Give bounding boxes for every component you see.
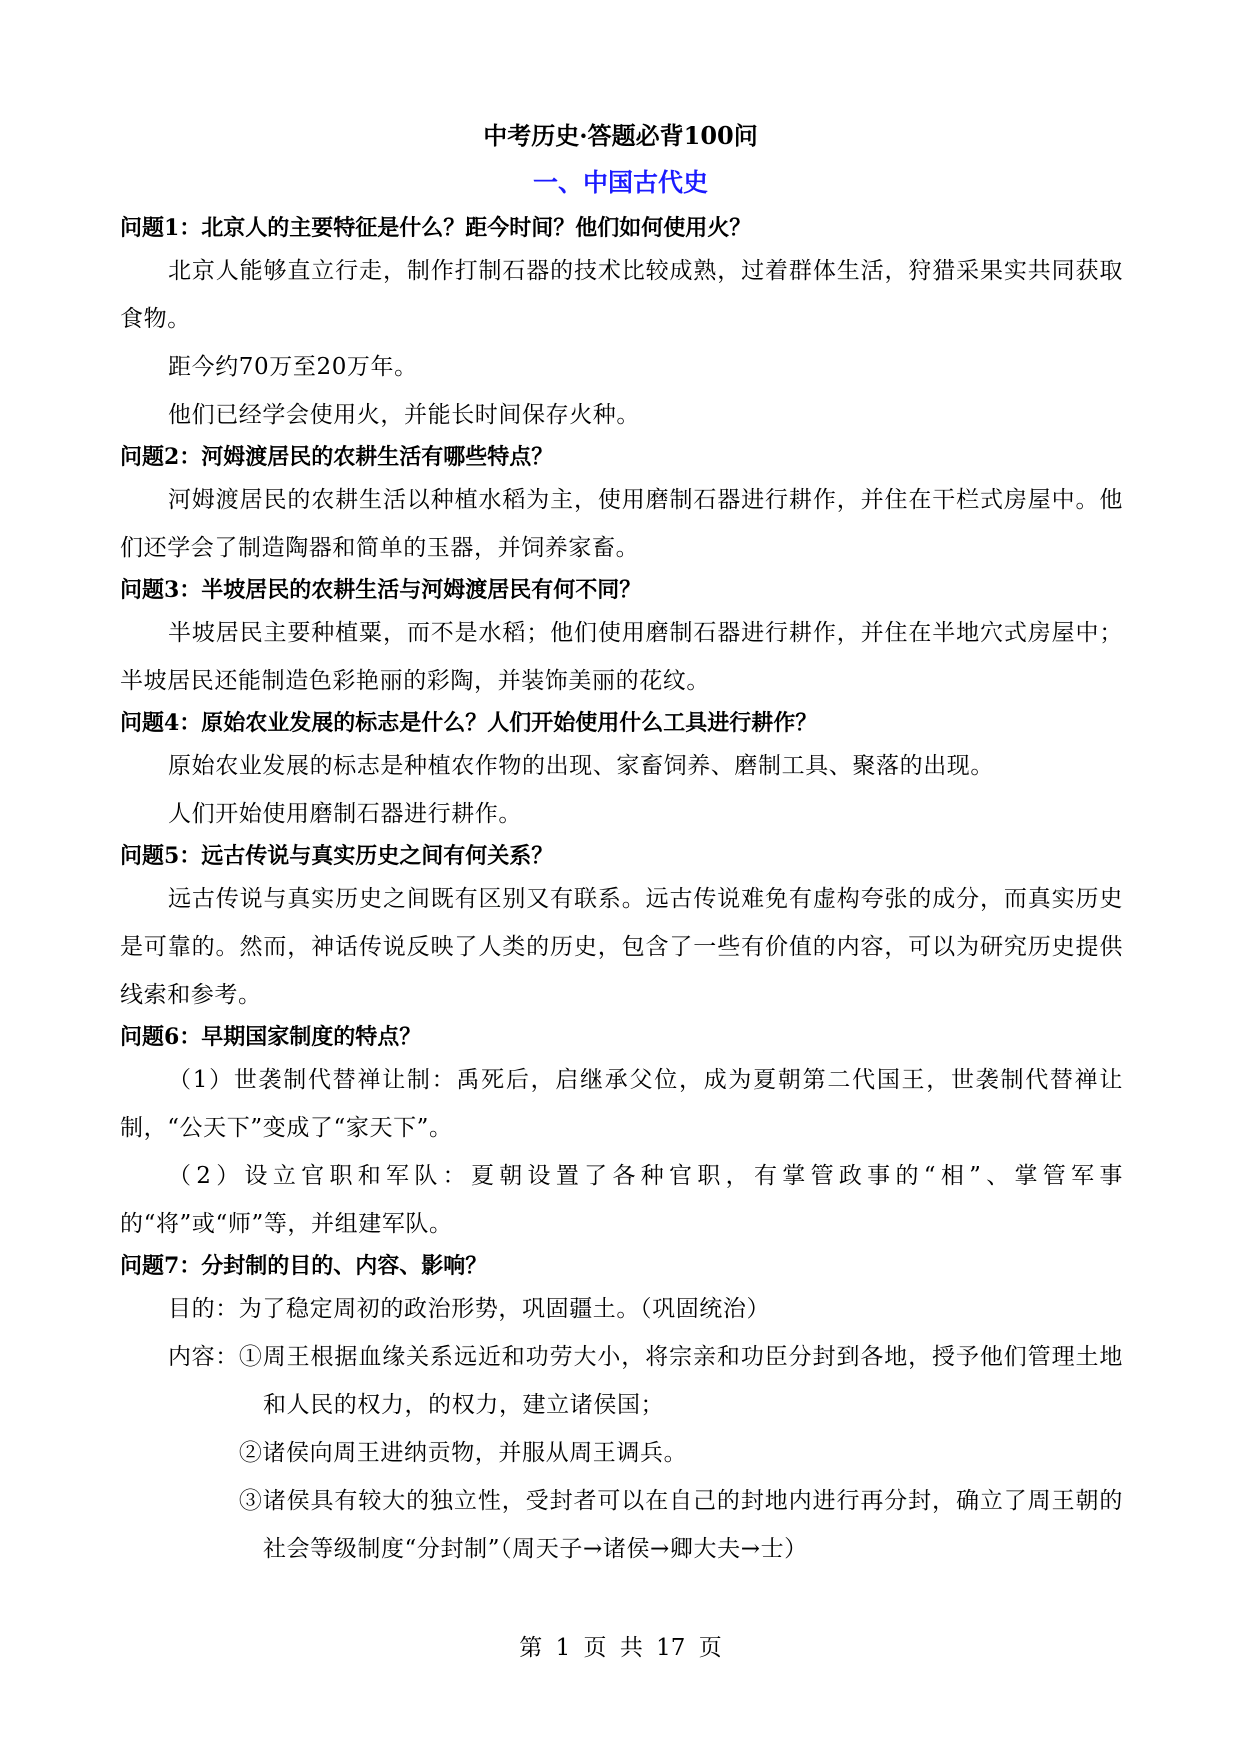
question-heading: 问题4：原始农业发展的标志是什么？人们开始使用什么工具进行耕作？: [120, 710, 818, 736]
question-block-1: [120, 210, 1123, 439]
question-heading: 问题6：早期国家制度的特点？: [120, 1024, 422, 1050]
answer-paragraph: 他们已经学会使用火，并能长时间保存火种。: [168, 402, 640, 428]
answer-paragraph: 距今约70万至20万年。: [168, 354, 418, 380]
answer-paragraph: 河姆渡居民的农耕生活以种植水稻为主，使用磨制石器进行耕作，并住在干栏式房屋中。他们还学会了制造陶器和简单的玉器，并饲养家畜。: [120, 487, 1123, 561]
question-block-3: [120, 572, 1123, 705]
question-block-4: [120, 705, 1123, 838]
answer-paragraph: 远古传说与真实历史之间既有区别又有联系。远古传说难免有虚构夸张的成分，而真实历史是可靠的。然而，神话传说反映了人类的历史，包含了一些有价值的内容，可以为研究历史提供线索和参考。: [120, 886, 1123, 1008]
section-title: 一、中国古代史: [532, 168, 708, 197]
question-block-7: [120, 1248, 1123, 1573]
answer-paragraph: （1）世袭制代替禅让制：禹死后，启继承父位，成为夏朝第二代国王，世袭制代替禅让制，“公天下”变成了“家天下”。: [120, 1067, 1123, 1141]
content-item: ①周王根据血缘关系远近和功劳大小，将宗亲和功臣分封到各地，授予他们管理土地和人民的权力，的权力，建立诸侯国；: [238, 1344, 1123, 1418]
question-block-6: [120, 1019, 1123, 1248]
answer-paragraph: （2）设立官职和军队：夏朝设置了各种官职，有掌管政事的“相”、掌管军事的“将”或“师”等，并组建军队。: [120, 1163, 1123, 1237]
question-heading: 问题3：半坡居民的农耕生活与河姆渡居民有何不同？: [120, 577, 642, 603]
content-list: [120, 1333, 1123, 1573]
answer-paragraph: 半坡居民主要种植粟，而不是水稻；他们使用磨制石器进行耕作，并住在半地穴式房屋中；半坡居民还能制造色彩艳丽的彩陶，并装饰美丽的花纹。: [120, 620, 1123, 694]
answer-paragraph: 北京人能够直立行走，制作打制石器的技术比较成熟，过着群体生活，狩猎采果实共同获取食物。: [120, 258, 1123, 332]
page-footer: 第 1 页 共 17 页: [519, 1635, 722, 1661]
question-heading: 问题5：远古传说与真实历史之间有何关系？: [120, 843, 554, 869]
content-label: 内容：: [168, 1344, 239, 1370]
answer-paragraph: 原始农业发展的标志是种植农作物的出现、家畜饲养、磨制工具、聚落的出现。: [168, 753, 994, 779]
content-items: [239, 1333, 1123, 1573]
content-item: ②诸侯向周王进纳贡物，并服从周王调兵。: [238, 1440, 688, 1466]
answer-paragraph: 人们开始使用磨制石器进行耕作。: [168, 801, 522, 827]
question-heading: 问题7：分封制的目的、内容、影响？: [120, 1253, 488, 1279]
question-heading: 问题2：河姆渡居民的农耕生活有哪些特点？: [120, 444, 554, 470]
document-body: [120, 210, 1123, 1573]
content-item: ③诸侯具有较大的独立性，受封者可以在自己的封地内进行再分封，确立了周王朝的社会等级制度“分封制”（周天子→诸侯→卿大夫→士）: [238, 1488, 1123, 1562]
question-block-5: [120, 838, 1123, 1019]
question-block-2: [120, 439, 1123, 572]
question-heading: 问题1：北京人的主要特征是什么？距今时间？他们如何使用火？: [120, 215, 752, 241]
document-title: 中考历史·答题必背100问: [483, 121, 758, 150]
purpose-paragraph: 目的：为了稳定周初的政治形势，巩固疆土。（巩固统治）: [168, 1296, 771, 1322]
